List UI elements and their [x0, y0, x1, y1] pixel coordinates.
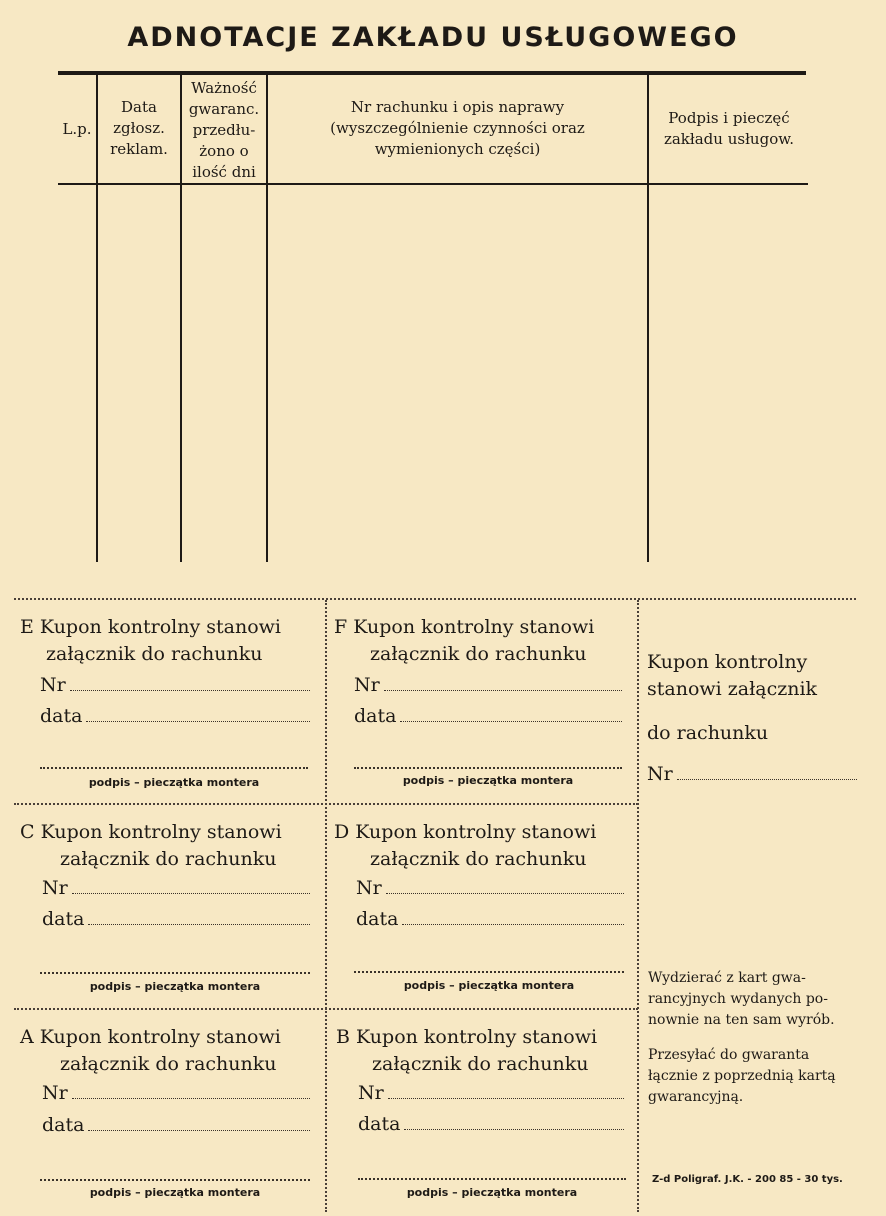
- coupon-letter: A: [20, 1026, 34, 1048]
- perforation-line: [325, 600, 327, 1212]
- nr-field[interactable]: [42, 1082, 310, 1104]
- nr-dotted-line: [386, 893, 624, 894]
- date-dotted-line: [404, 1129, 624, 1130]
- date-field[interactable]: [358, 1113, 624, 1135]
- coupon-title: [334, 819, 626, 846]
- header-waznosc: [182, 78, 266, 183]
- coupon-line1: Kupon kontrolny stanowi: [356, 1026, 598, 1048]
- nr-label: Nr: [42, 1082, 68, 1104]
- signature-caption: podpis – pieczątka montera: [89, 1186, 261, 1199]
- instruction-line: Przesyłać do gwaranta: [648, 1047, 810, 1063]
- header-podpis: [649, 108, 809, 150]
- header-data-line: reklam.: [110, 140, 168, 158]
- coupon-f: [334, 614, 626, 799]
- coupon-letter: D: [334, 821, 350, 843]
- instructions-send: [648, 1045, 873, 1108]
- header-waznosc-line: Ważność: [191, 79, 257, 97]
- coupon-title: [334, 614, 626, 641]
- instruction-line: nownie na ten sam wyrób.: [648, 1012, 835, 1028]
- coupon-line2: załącznik do rachunku: [370, 643, 587, 665]
- coupon-letter: E: [20, 616, 34, 638]
- instruction-line: rancyjnych wydanych po-: [648, 991, 828, 1007]
- coupon-d: [334, 819, 626, 1004]
- coupon-line2: załącznik do rachunku: [370, 848, 587, 870]
- header-data-line: zgłosz.: [113, 119, 165, 137]
- nr-label: Nr: [42, 877, 68, 899]
- header-data-line: Data: [121, 98, 157, 116]
- right-coupon-line2: stanowi załącznik: [647, 678, 818, 700]
- coupon-c: [20, 819, 312, 1004]
- signature-caption: podpis – pieczątka montera: [402, 774, 574, 787]
- perforation-line: [637, 600, 639, 1212]
- signature-line[interactable]: [40, 767, 308, 769]
- signature-line[interactable]: [358, 1178, 626, 1180]
- date-field[interactable]: [42, 1114, 310, 1136]
- header-podpis-line: Podpis i pieczęć: [668, 109, 790, 127]
- coupon-letter: C: [20, 821, 35, 843]
- header-opis: [268, 97, 647, 160]
- instructions-tear: [648, 968, 873, 1031]
- coupon-letter: F: [334, 616, 348, 638]
- table-header-rule: [58, 183, 808, 185]
- coupon-line2: załącznik do rachunku: [60, 848, 277, 870]
- date-label: data: [40, 705, 83, 727]
- header-podpis-line: zakładu usługow.: [663, 130, 795, 148]
- right-coupon-line1: Kupon kontrolny: [647, 651, 808, 673]
- nr-label: Nr: [356, 877, 382, 899]
- coupon-title: [20, 614, 312, 641]
- coupon-letter: B: [336, 1026, 350, 1048]
- nr-field[interactable]: [354, 674, 622, 696]
- nr-label: Nr: [354, 674, 380, 696]
- coupon-line1: Kupon kontrolny stanowi: [39, 1026, 281, 1048]
- date-label: data: [356, 908, 399, 930]
- header-opis-line: wymienionych części): [374, 140, 541, 158]
- nr-field[interactable]: [42, 877, 310, 899]
- signature-line[interactable]: [354, 971, 624, 973]
- date-label: data: [42, 908, 85, 930]
- printer-note: Z-d Poligraf. J.K. - 200 85 - 30 tys.: [652, 1174, 843, 1185]
- date-dotted-line: [88, 1130, 310, 1131]
- header-opis-line: Nr rachunku i opis naprawy: [350, 98, 565, 116]
- signature-line[interactable]: [354, 767, 622, 769]
- signature-caption: podpis – pieczątka montera: [89, 980, 261, 993]
- nr-field[interactable]: [358, 1082, 624, 1104]
- signature-caption: podpis – pieczątka montera: [403, 979, 575, 992]
- right-coupon: [647, 649, 862, 785]
- header-data: [98, 97, 180, 160]
- header-waznosc-line: ilość dni: [192, 163, 256, 181]
- date-label: data: [42, 1114, 85, 1136]
- date-label: data: [358, 1113, 401, 1135]
- nr-dotted-line: [70, 690, 310, 691]
- coupon-line1: Kupon kontrolny stanowi: [39, 616, 281, 638]
- table-top-rule: [58, 71, 806, 75]
- header-waznosc-line: żono o: [199, 142, 249, 160]
- instruction-line: łącznie z poprzednią kartą: [648, 1068, 836, 1084]
- date-field[interactable]: [40, 705, 310, 727]
- signature-caption: podpis – pieczątka montera: [88, 776, 260, 789]
- date-label: data: [354, 705, 397, 727]
- header-waznosc-line: przedłu-: [192, 121, 256, 139]
- coupon-line1: Kupon kontrolny stanowi: [355, 821, 597, 843]
- coupon-title: [20, 819, 312, 846]
- page-title: ADNOTACJE ZAKŁADU USŁUGOWEGO: [127, 22, 739, 53]
- nr-dotted-line: [388, 1098, 624, 1099]
- nr-dotted-line: [72, 893, 310, 894]
- signature-caption: podpis – pieczątka montera: [406, 1186, 578, 1199]
- nr-field[interactable]: [356, 877, 624, 899]
- nr-dotted-line: [384, 690, 622, 691]
- header-lp-text: L.p.: [62, 120, 92, 138]
- nr-field[interactable]: [40, 674, 310, 696]
- coupon-e: [20, 614, 312, 799]
- nr-dotted-line: [72, 1098, 310, 1099]
- header-lp: [58, 119, 96, 140]
- date-dotted-line: [402, 924, 624, 925]
- coupon-line2: załącznik do rachunku: [60, 1053, 277, 1075]
- instruction-line: gwarancyjną.: [648, 1089, 744, 1105]
- nr-label: Nr: [40, 674, 66, 696]
- date-dotted-line: [86, 721, 310, 722]
- coupon-title: [20, 1024, 312, 1051]
- header-waznosc-line: gwaranc.: [188, 100, 260, 118]
- coupon-line2: załącznik do rachunku: [372, 1053, 589, 1075]
- coupon-b: [336, 1024, 628, 1212]
- right-coupon-line3: do rachunku: [647, 722, 769, 744]
- coupon-title: [336, 1024, 628, 1051]
- coupon-line1: Kupon kontrolny stanowi: [353, 616, 595, 638]
- date-dotted-line: [88, 924, 310, 925]
- coupon-line1: Kupon kontrolny stanowi: [40, 821, 282, 843]
- nr-label: Nr: [647, 763, 673, 785]
- right-nr-field[interactable]: [647, 763, 857, 785]
- date-dotted-line: [400, 721, 622, 722]
- signature-line[interactable]: [40, 972, 310, 974]
- perforation-line: [14, 598, 856, 600]
- date-field[interactable]: [356, 908, 624, 930]
- signature-line[interactable]: [40, 1179, 310, 1181]
- nr-dotted-line: [677, 779, 857, 780]
- nr-label: Nr: [358, 1082, 384, 1104]
- coupon-a: [20, 1024, 312, 1212]
- date-field[interactable]: [42, 908, 310, 930]
- coupon-line2: załącznik do rachunku: [46, 643, 263, 665]
- header-opis-line: (wyszczególnienie czynności oraz: [330, 119, 585, 137]
- instruction-line: Wydzierać z kart gwa-: [648, 970, 806, 986]
- date-field[interactable]: [354, 705, 622, 727]
